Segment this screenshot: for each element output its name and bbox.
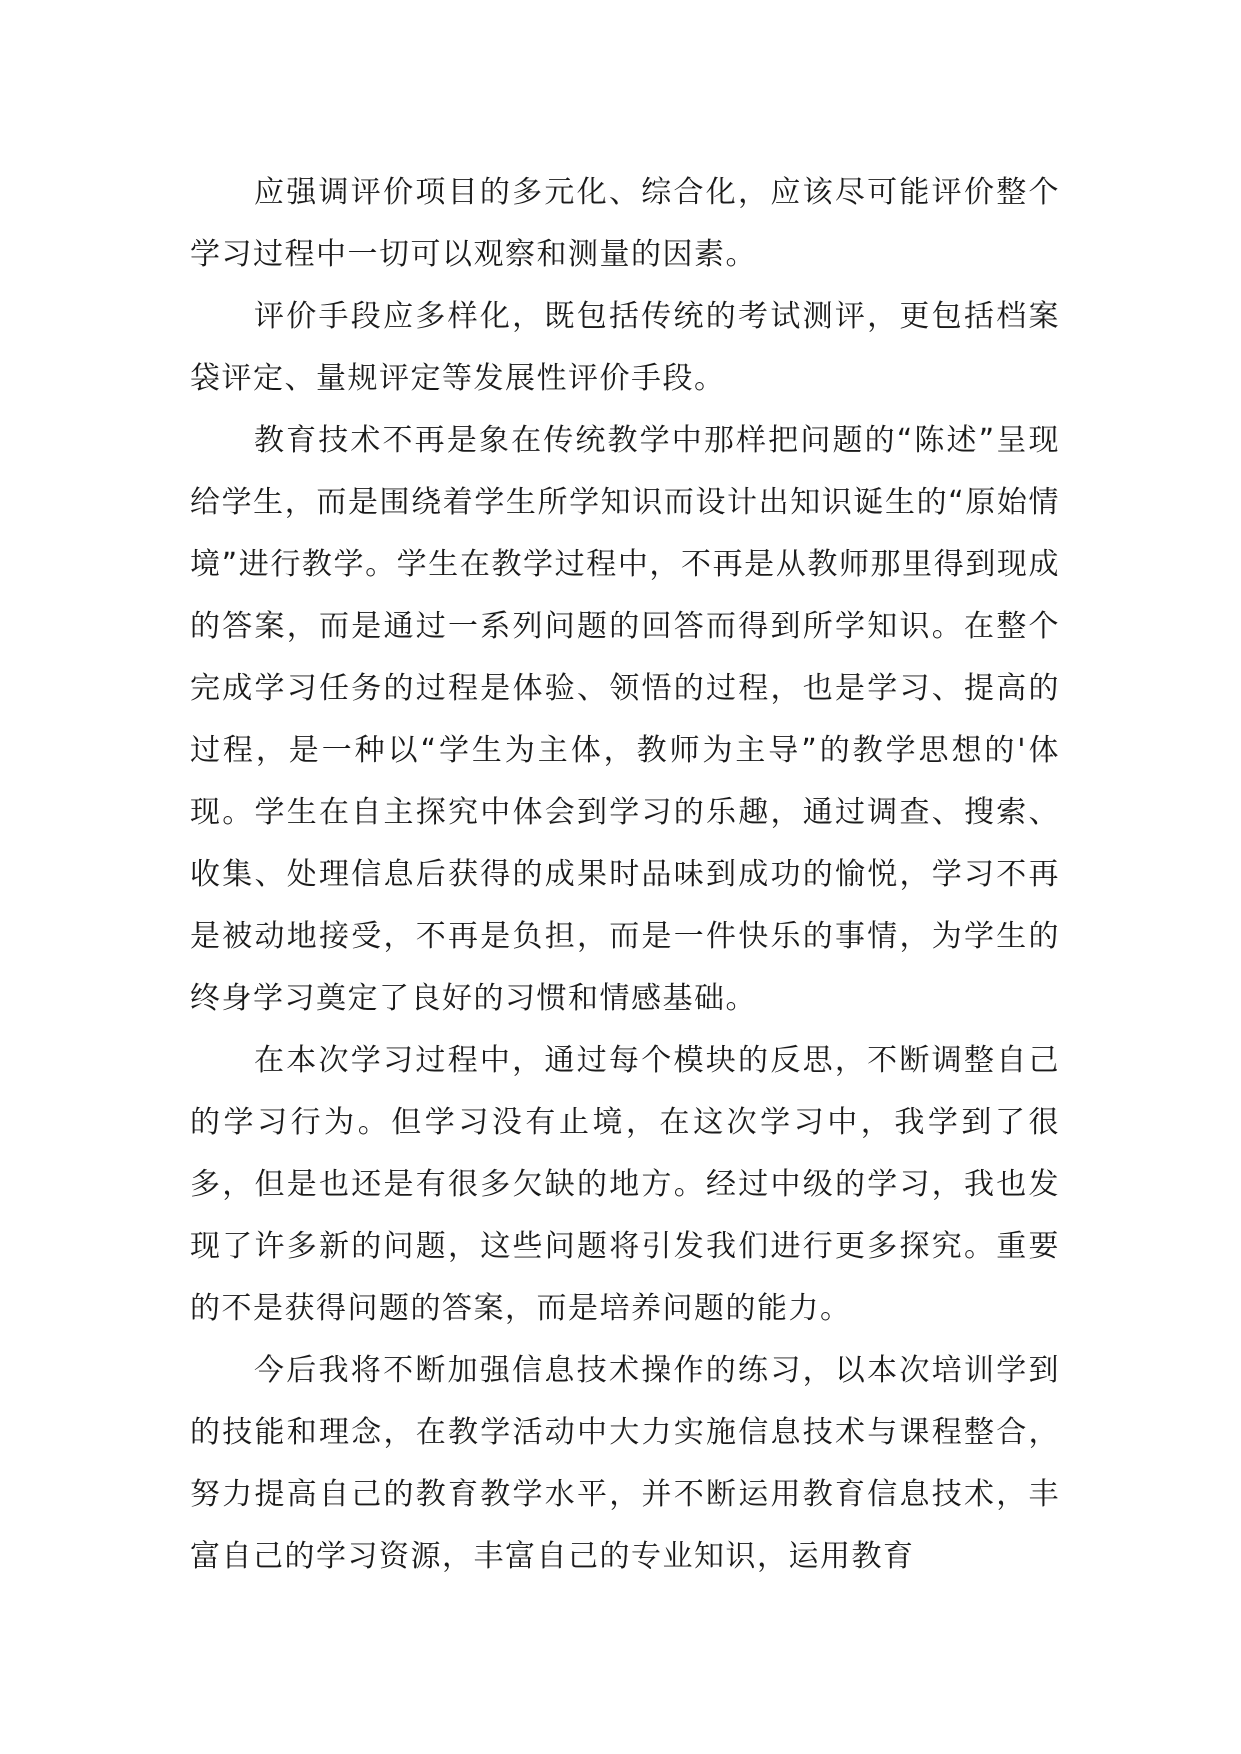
- paragraph-2: 评价手段应多样化，既包括传统的考试测评，更包括档案袋评定、量规评定等发展性评价手段。: [190, 299, 1060, 396]
- paragraph-1: 应强调评价项目的多元化、综合化，应该尽可能评价整个学习过程中一切可以观察和测量的因素。: [190, 175, 1060, 272]
- paragraph-3: 教育技术不再是象在传统教学中那样把问题的“陈述”呈现给学生，而是围绕着学生所学知识而设计出知识诞生的“原始情境”进行教学。学生在教学过程中，不再是从教师那里得到现成的答案，而是通过一系列问题的回答而得到所学知识。在整个完成学习任务的过程是体验、领悟的过程，也是学习、提高的过程，是一种以“学生为主体，教师为主导”的教学思想的'体现。学生在自主探究中体会到学习的乐趣，通过调查、搜索、收集、处理信息后获得的成果时品味到成功的愉悦，学习不再是被动地接受，不再是负担，而是一件快乐的事情，为学生的终身学习奠定了良好的习惯和情感基础。: [190, 423, 1060, 1016]
- document-body: [190, 162, 1060, 1588]
- paragraph-4: 在本次学习过程中，通过每个模块的反思，不断调整自己的学习行为。但学习没有止境，在这次学习中，我学到了很多，但是也还是有很多欠缺的地方。经过中级的学习，我也发现了许多新的问题，这些问题将引发我们进行更多探究。重要的不是获得问题的答案，而是培养问题的能力。: [190, 1043, 1060, 1326]
- paragraph-5: 今后我将不断加强信息技术操作的练习，以本次培训学到的技能和理念，在教学活动中大力实施信息技术与课程整合，努力提高自己的教育教学水平，并不断运用教育信息技术，丰富自己的学习资源，丰富自己的专业知识，运用教育: [190, 1353, 1060, 1574]
